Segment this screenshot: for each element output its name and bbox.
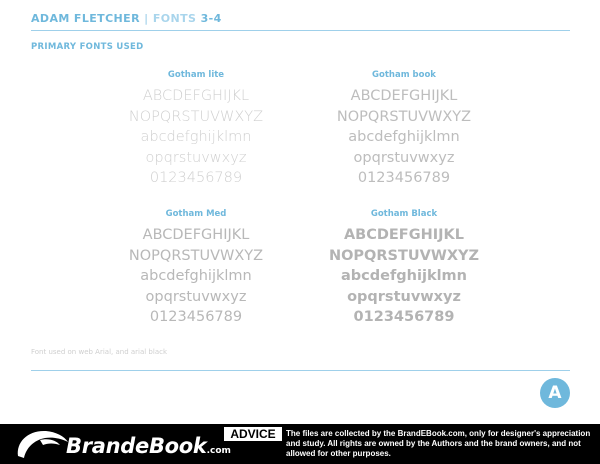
font-name: Gotham book xyxy=(372,70,436,80)
font-name: Gotham Black xyxy=(370,209,438,219)
footer-divider xyxy=(31,370,570,371)
notice-prefix: The files are collected by the xyxy=(286,429,398,438)
logo-text: BrandeBook xyxy=(66,434,207,458)
font-specimen-gotham-lite xyxy=(96,70,296,189)
copyright-notice xyxy=(286,429,592,459)
specimen-uppercase-1: ABCDEFGHIJKL xyxy=(343,227,465,243)
brand-monogram-icon xyxy=(540,378,570,408)
specimen-digits: 0123456789 xyxy=(357,170,451,186)
font-specimen-gotham-black xyxy=(304,209,504,328)
font-specimen-gotham-med xyxy=(96,209,296,328)
specimen-lowercase-2: opqrstuvwxyz xyxy=(145,288,247,305)
specimen-uppercase-2: NOPQRSTUVWXYZ xyxy=(336,108,472,125)
specimen-lowercase-2: opqrstuvwxyz xyxy=(145,149,247,166)
specimen-uppercase-2: NOPQRSTUVWXYZ xyxy=(128,108,264,125)
specimen-lowercase-1: abcdefghijklmn xyxy=(341,268,467,284)
specimen-digits: 0123456789 xyxy=(149,309,243,325)
monogram-letter: A xyxy=(548,383,562,403)
specimen-lowercase-1: abcdefghijklmn xyxy=(140,129,252,145)
page-header xyxy=(31,12,222,25)
specimen-lowercase-1: abcdefghijklmn xyxy=(140,268,252,284)
page-range: 3-4 xyxy=(200,12,222,25)
specimen-uppercase-1: ABCDEFGHIJKL xyxy=(142,227,250,243)
logo-suffix: .com xyxy=(206,446,231,456)
author-name: ADAM FLETCHER xyxy=(31,12,140,25)
specimen-lowercase-2: opqrstuvwxyz xyxy=(347,288,461,305)
specimen-uppercase-2: NOPQRSTUVWXYZ xyxy=(328,247,480,264)
specimen-uppercase-2: NOPQRSTUVWXYZ xyxy=(128,247,264,264)
font-name: Gotham lite xyxy=(167,70,225,80)
section-title: PRIMARY FONTS USED xyxy=(31,42,144,52)
brandebook-logo xyxy=(66,434,231,458)
notice-rest: , only for designer's appreciation and study. All rights are owned by the Authors and the brand owners, and not allowed for other purposes. xyxy=(286,429,591,458)
header-separator: | xyxy=(144,12,149,25)
font-name: Gotham Med xyxy=(165,209,227,219)
font-specimen-gotham-book xyxy=(304,70,504,189)
web-font-note: Font used on web Arial, and arial black xyxy=(31,348,168,356)
specimen-uppercase-1: ABCDEFGHIJKL xyxy=(142,88,250,104)
specimen-digits: 0123456789 xyxy=(353,309,455,325)
specimen-lowercase-2: opqrstuvwxyz xyxy=(353,149,455,166)
notice-brand: BrandEBook.com xyxy=(397,429,465,438)
watermark-bar xyxy=(0,424,600,464)
section-name: FONTS xyxy=(152,12,197,25)
specimen-lowercase-1: abcdefghijklmn xyxy=(348,129,460,145)
advice-label: ADVICE xyxy=(224,427,282,441)
specimen-uppercase-1: ABCDEFGHIJKL xyxy=(350,88,458,104)
header-divider xyxy=(31,30,570,31)
eagle-logo-icon xyxy=(12,426,72,462)
specimen-digits: 0123456789 xyxy=(149,170,243,186)
